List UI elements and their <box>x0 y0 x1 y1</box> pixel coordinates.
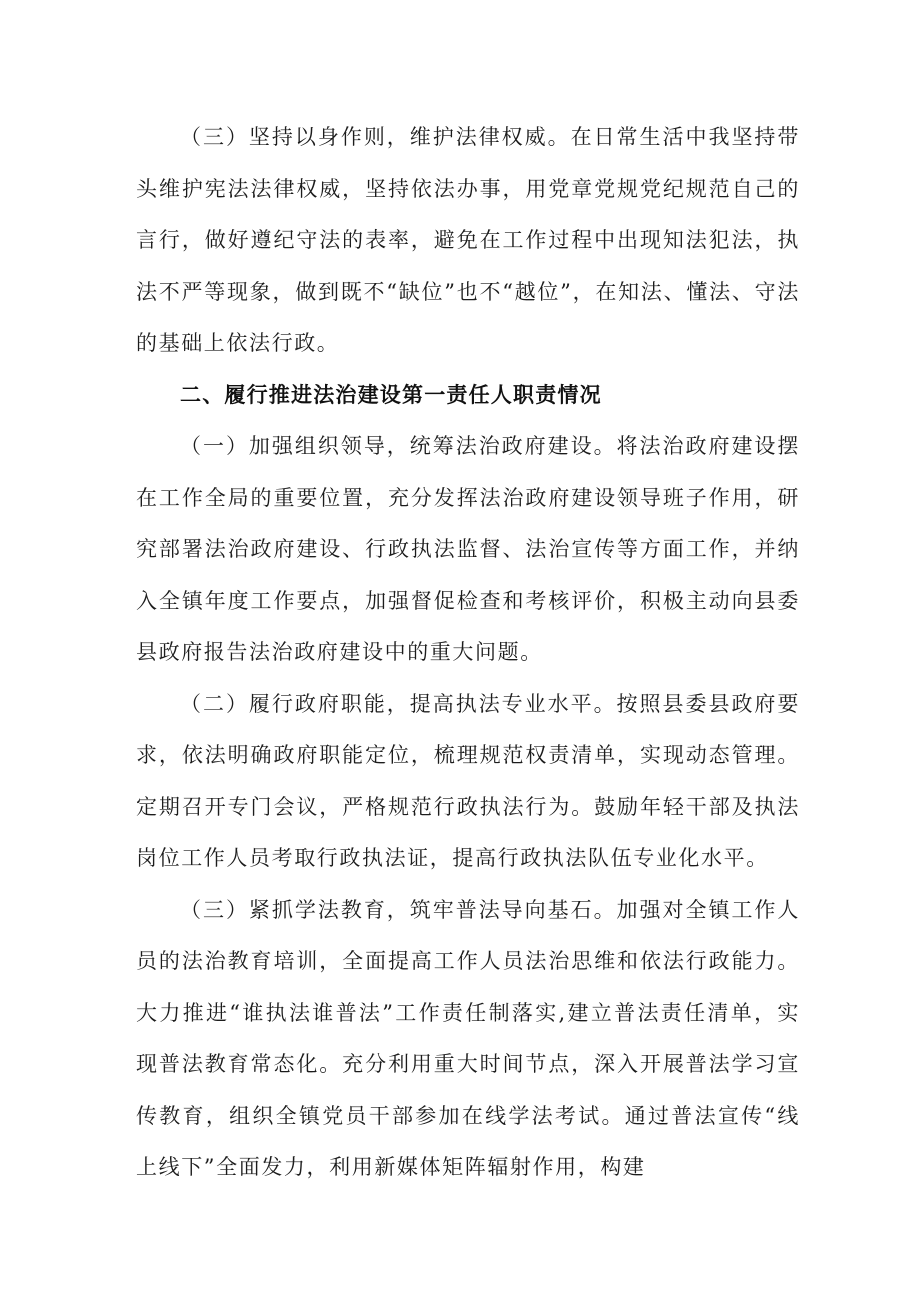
paragraph-organization-leadership: （一）加强组织领导，统筹法治政府建设。将法治政府建设摆在工作全局的重要位置，充分发挥法治政府建设领导班子作用，研究部署法治政府建设、行政执法监督、法治宣传等方面工作，并纳入全镇年度工作要点，加强督促检查和考核评价，积极主动向县委县政府报告法治政府建设中的重大问题。 <box>136 434 800 664</box>
section-heading-responsibilities: 二、履行推进法治建设第一责任人职责情况 <box>180 382 602 407</box>
paragraph-government-functions: （二）履行政府职能，提高执法专业水平。按照县委县政府要求，依法明确政府职能定位，梳理规范权责清单，实现动态管理。定期召开专门会议，严格规范行政执法行为。鼓励年轻干部及执法岗位工作人员考取行政执法证，提高行政执法队伍专业化水平。 <box>136 691 800 870</box>
paragraph-legal-education: （三）紧抓学法教育，筑牢普法导向基石。加强对全镇工作人员的法治教育培训，全面提高工作人员法治思维和依法行政能力。大力推进“谁执法谁普法”工作责任制落实,建立普法责任清单，实现普法教育常态化。充分利用重大时间节点，深入开展普法学习宣传教育，组织全镇党员干部参加在线学法考试。通过普法宣传“线上线下”全面发力，利用新媒体矩阵辐射作用，构建 <box>136 897 800 1179</box>
paragraph-lead-by-example: （三）坚持以身作则，维护法律权威。在日常生活中我坚持带头维护宪法法律权威，坚持依法办事，用党章党规党纪规范自己的言行，做好遵纪守法的表率，避免在工作过程中出现知法犯法，执法不严等现象，做到既不“缺位”也不“越位”，在知法、懂法、守法的基础上依法行政。 <box>136 125 800 355</box>
document-body <box>136 112 800 1194</box>
